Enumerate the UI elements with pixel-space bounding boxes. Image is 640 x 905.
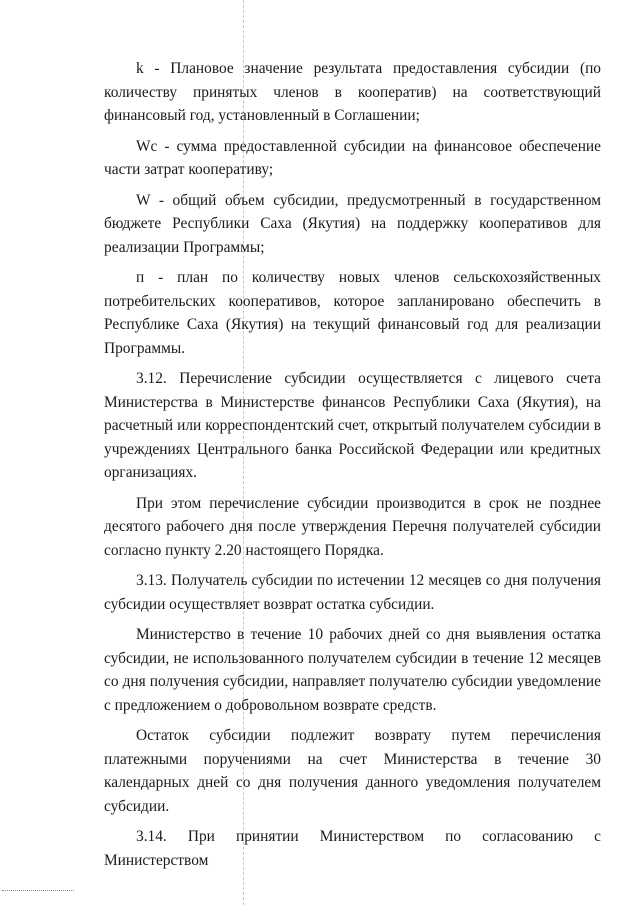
paragraph-transfer-deadline: При этом перечисление субсидии производится в срок не позднее десятого рабочего дня после утверждения Перечня получателей субсидии согласно пункту 2.20 настоящего Порядка. <box>104 494 601 559</box>
paragraph-w-definition: W - общий объем субсидии, предусмотренный в государственном бюджете Республики Саха (Якутия) на поддержку кооперативов для реализации Программы; <box>104 191 601 256</box>
paragraph-n-definition: п - план по количеству новых членов сельскохозяйственных потребительских кооперативов, которое запланировано обеспечить в Республике Саха (Якутия) на текущий финансовый год для реализации Программы. <box>104 269 601 357</box>
paragraph-wc-definition: Wc - сумма предоставленной субсидии на финансовое обеспечение части затрат кооперативу; <box>104 137 601 178</box>
scan-edge-mark <box>2 890 74 891</box>
paragraph-3-13: 3.13. Получатель субсидии по истечении 12 месяцев со дня получения субсидии осуществляет возврат остатка субсидии. <box>104 572 601 613</box>
paragraph-k-definition: k - Плановое значение результата предоставления субсидии (по количеству принятых членов в кооператив) на соответствующий финансовый год, установленный в Соглашении; <box>104 60 601 124</box>
paragraph-3-12: 3.12. Перечисление субсидии осуществляется с лицевого счета Министерства в Министерстве финансов Республики Саха (Якутия), на расчетный или корреспондентский счет, открытый получателем субсидии в учреждениях Центрального банка Российской Федерации или кредитных организациях. <box>104 370 601 481</box>
document-body <box>104 57 601 872</box>
paragraph-3-14: 3.14. При принятии Министерством по согласованию с Министерством <box>104 828 601 869</box>
paragraph-ministry-notice: Министерство в течение 10 рабочих дней со дня выявления остатка субсидии, не использованного получателем субсидии в течение 12 месяцев со дня получения субсидии, направляет получателю субсидии уведомление с предложением о добровольном возврате средств. <box>104 626 601 714</box>
paragraph-refund-terms: Остаток субсидии подлежит возврату путем перечисления платежными поручениями на счет Министерства в течение 30 календарных дней со дня получения данного уведомления получателем субсидии. <box>104 727 601 815</box>
